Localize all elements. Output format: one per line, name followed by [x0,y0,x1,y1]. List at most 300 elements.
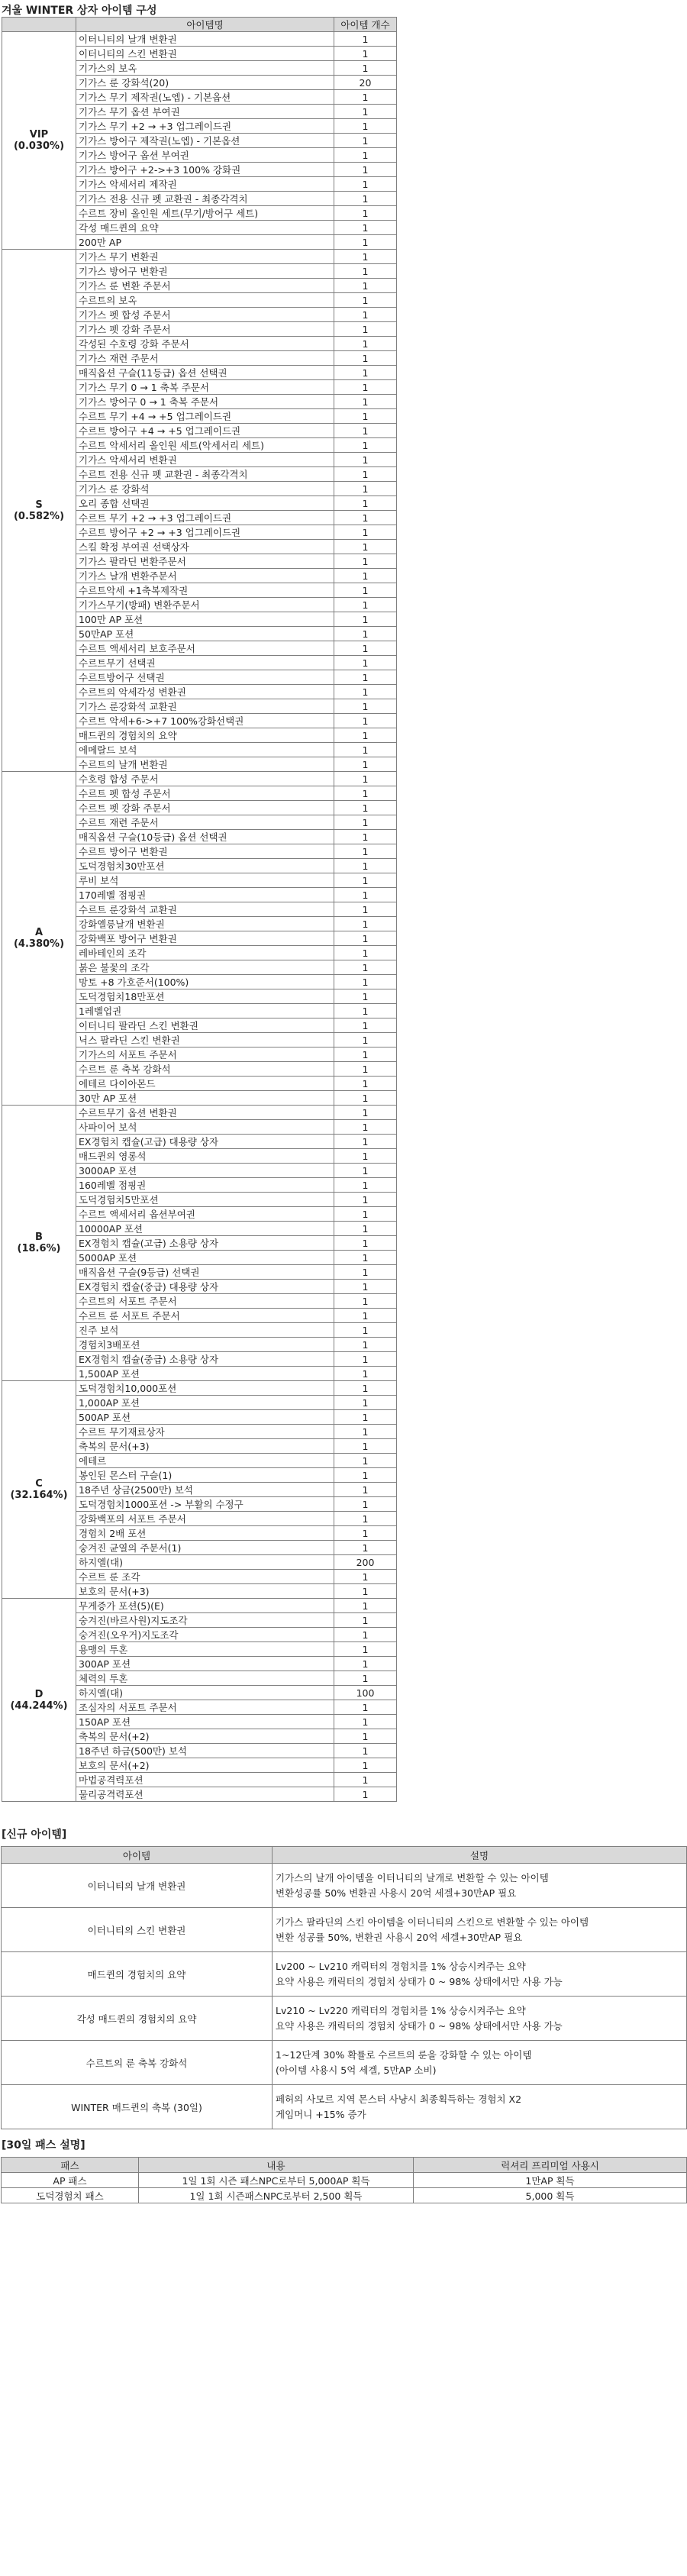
item-count-cell: 1 [334,946,397,960]
item-count-cell: 1 [334,105,397,119]
item-name-cell: 30만 AP 포션 [76,1091,334,1106]
item-name-cell: 기가스의 서포트 주문서 [76,1048,334,1062]
item-count-cell: 1 [334,482,397,496]
item-name-cell: 수르트 룬 서포트 주문서 [76,1309,334,1323]
item-name-cell: 기가스 악세서리 변환권 [76,453,334,467]
item-name-cell: 수르트 무기 +2 → +3 업그레이드권 [76,511,334,525]
item-name-cell: 도덕경험치5만포션 [76,1193,334,1207]
item-name-cell: 수르트 방어구 +4 → +5 업그레이드권 [76,424,334,438]
tier-name: A [34,927,44,938]
item-name-cell: 기가스 방어구 제작권(노엡) - 기본옵션 [76,134,334,148]
item-name-cell: 수르트 룬강화석 교환권 [76,902,334,917]
item-name-cell: 수르트 재련 주문서 [76,815,334,830]
item-count-cell: 1 [334,1135,397,1149]
item-name-cell: 기가스 방어구 변환권 [76,264,334,279]
item-name-cell: 보호의 문서(+2) [76,1758,334,1773]
item-name-cell: 기가스 악세서리 제작권 [76,177,334,192]
item-name-cell: 각성 매드퀸의 요약 [76,221,334,235]
item-count-cell: 1 [334,859,397,873]
item-name-cell: 수르트 악세서리 올인원 세트(악세서리 세트) [76,438,334,453]
item-count-cell: 1 [334,61,397,76]
item-count-cell: 1 [334,917,397,931]
item-count-cell: 1 [334,801,397,815]
item-count-cell: 1 [334,1497,397,1512]
item-count-cell: 1 [334,757,397,772]
new-item-name-cell: 이터니티의 날개 변환권 [2,1864,273,1908]
item-count-cell: 1 [334,1758,397,1773]
item-name-cell: 각성된 수호령 강화 주문서 [76,337,334,351]
item-name-cell: 루비 보석 [76,873,334,888]
item-count-cell: 1 [334,1106,397,1120]
item-name-cell: 1레벨업권 [76,1004,334,1018]
item-count-cell: 1 [334,1541,397,1555]
item-count-cell: 1 [334,1149,397,1164]
item-count-cell: 1 [334,192,397,206]
new-items-body [2,1864,687,2129]
table-row [2,2188,687,2203]
item-name-cell: 기가스 전용 신규 펫 교환권 - 최종각격치 [76,192,334,206]
item-name-cell: 수르트의 악세각성 변환권 [76,685,334,699]
item-name-cell: 오리 종합 선택권 [76,496,334,511]
new-items-table [1,1846,687,2129]
item-count-cell: 1 [334,1526,397,1541]
item-name-cell: 매직옵션 구슬(9등급) 선택권 [76,1265,334,1280]
tier-header [2,18,76,32]
item-count-cell: 1 [334,714,397,728]
item-count-cell: 1 [334,1439,397,1454]
tier-name: C [35,1478,43,1490]
item-count-cell: 1 [334,902,397,917]
item-count-cell: 1 [334,90,397,105]
item-count-cell: 1 [334,337,397,351]
item-count-cell: 1 [334,221,397,235]
pass-content-header: 내용 [139,2158,414,2173]
item-count-cell: 1 [334,1410,397,1425]
item-name-cell: 조심자의 서포트 주문서 [76,1700,334,1715]
item-count-cell: 1 [334,453,397,467]
item-name-cell: 10000AP 포션 [76,1222,334,1236]
item-name-cell: 기가스 룬 변환 주문서 [76,279,334,293]
item-count-cell: 1 [334,1164,397,1178]
item-name-cell: 수르트악세 +1축복제작권 [76,583,334,598]
pass-premium-cell: 5,000 획득 [414,2188,687,2203]
table-row [2,2173,687,2188]
item-count-cell: 1 [334,888,397,902]
pass-premium-header: 럭셔리 프리미엄 사용시 [414,2158,687,2173]
item-name-cell: 18주년 상금(2500만) 보석 [76,1483,334,1497]
item-name-cell: 이터니티의 날개 변환권 [76,32,334,47]
tier-cell [2,772,76,1106]
item-name-cell: 에테르 [76,1454,334,1468]
item-count-cell: 1 [334,525,397,540]
tier-rate: (32.164%) [10,1490,68,1501]
item-count-cell: 1 [334,612,397,627]
item-name-cell: 100만 AP 포션 [76,612,334,627]
pass-name-cell: AP 패스 [2,2173,139,2188]
item-name-cell: 망토 +8 가호준서(100%) [76,975,334,989]
item-name-cell: 3000AP 포션 [76,1164,334,1178]
item-count-cell: 1 [334,960,397,975]
item-count-cell: 1 [334,1004,397,1018]
item-name-cell: EX경험치 캡슐(고급) 소용량 상자 [76,1236,334,1251]
item-count-cell: 1 [334,134,397,148]
item-name-cell: 봉인된 몬스터 구슬(1) [76,1468,334,1483]
item-name-cell: 하지엘(대) [76,1686,334,1700]
item-name-cell: 강화백포 방어구 변환권 [76,931,334,946]
item-count-cell: 1 [334,1352,397,1367]
item-count-cell: 1 [334,989,397,1004]
item-name-cell: 매직옵션 구슬(10등급) 옵션 선택권 [76,830,334,844]
item-name-cell: 300AP 포션 [76,1657,334,1671]
item-count-cell: 1 [334,728,397,743]
item-name-cell: 기가스 룬 강화석 [76,482,334,496]
item-count-cell: 1 [334,1454,397,1468]
table-header-row [2,18,397,32]
item-name-cell: 수르트방어구 선택권 [76,670,334,685]
item-name-cell: 기가스 방어구 0 → 1 축복 주문서 [76,395,334,409]
item-name-cell: 기가스무기(방패) 변환주문서 [76,598,334,612]
new-item-name-cell: 각성 매드퀸의 경험치의 요약 [2,1997,273,2041]
item-count-cell: 1 [334,1222,397,1236]
item-count-cell: 1 [334,540,397,554]
new-item-name-cell: 수르트의 룬 축복 강화석 [2,2041,273,2085]
item-count-cell: 1 [334,511,397,525]
item-count-cell: 1 [334,1120,397,1135]
item-count-cell: 1 [334,1715,397,1729]
item-name-cell: 수르트 액세서리 보호주문서 [76,641,334,656]
item-count-cell: 1 [334,163,397,177]
item-name-cell: 기가스 무기 0 → 1 축복 주문서 [76,380,334,395]
item-count-cell: 1 [334,264,397,279]
new-item-desc-header: 설명 [273,1847,687,1864]
item-count-cell: 100 [334,1686,397,1700]
item-count-cell: 1 [334,786,397,801]
item-count-cell: 1 [334,47,397,61]
item-count-cell: 1 [334,409,397,424]
item-name-cell: 수르트 무기재료상자 [76,1425,334,1439]
table-row [2,2085,687,2129]
item-name-cell: 5000AP 포션 [76,1251,334,1265]
item-count-cell: 1 [334,830,397,844]
new-item-desc-cell: Lv200 ~ Lv210 캐릭터의 경험치를 1% 상승시켜주는 요약 요약 사용은 캐릭터의 경험치 상태가 0 ~ 98% 상태에서만 사용 가능 [273,1952,687,1997]
item-name-cell: 수르트 룬 축복 강화석 [76,1062,334,1077]
item-count-cell: 1 [334,1193,397,1207]
table-row [2,1997,687,2041]
item-name-cell: 기가스 날개 변환주문서 [76,569,334,583]
new-item-header: 아이템 [2,1847,273,1864]
item-name-cell: 도덕경험치18만포션 [76,989,334,1004]
table-row [2,2041,687,2085]
item-name-cell: 매드퀸의 영롱석 [76,1149,334,1164]
pass-content-cell: 1일 1회 시즌 패스NPC로부터 5,000AP 획득 [139,2173,414,2188]
item-count-cell: 1 [334,815,397,830]
item-name-cell: 수르트 룬 조각 [76,1570,334,1584]
item-count-cell: 1 [334,380,397,395]
item-name-cell: 수르트의 날개 변환권 [76,757,334,772]
item-name-cell: 숭겨진(오우거)지도조각 [76,1628,334,1642]
item-count-cell: 1 [334,627,397,641]
item-name-cell: 체력의 투혼 [76,1671,334,1686]
box-items-table [2,17,397,1802]
item-name-cell: 축복의 문서(+2) [76,1729,334,1744]
item-count-cell: 1 [334,1744,397,1758]
item-name-cell: 경험치 2배 포션 [76,1526,334,1541]
item-name-cell: 용맹의 투혼 [76,1642,334,1657]
item-name-cell: 기가스 무기 변환권 [76,250,334,264]
tier-rate: (0.582%) [13,510,65,522]
item-count-cell: 1 [334,1396,397,1410]
tier-cell [2,32,76,250]
item-count-cell: 1 [334,1570,397,1584]
item-count-cell: 1 [334,1787,397,1802]
table-row [2,1381,397,1396]
item-count-cell: 1 [334,1091,397,1106]
item-name-cell: 18주년 하금(500만) 보석 [76,1744,334,1758]
item-name-cell: 진주 보석 [76,1323,334,1338]
item-name-cell: 스킬 확정 부여권 선택상자 [76,540,334,554]
item-count-cell: 1 [334,1062,397,1077]
item-name-cell: EX경험치 캡슐(중급) 소용량 상자 [76,1352,334,1367]
item-name-cell: EX경험치 캡슐(중급) 대용량 상자 [76,1280,334,1294]
item-count-cell: 1 [334,1613,397,1628]
tier-cell [2,1106,76,1381]
item-name-cell: 마법공격력포션 [76,1773,334,1787]
item-count-cell: 1 [334,1323,397,1338]
item-count-cell: 1 [334,293,397,308]
item-count-cell: 1 [334,1367,397,1381]
item-name-cell: 숭겨진(바르사원)지도조각 [76,1613,334,1628]
new-item-desc-cell: 페허의 사모르 지역 몬스터 사냥시 최종획득하는 경험치 X2 게임머니 +15% 증가 [273,2085,687,2129]
item-name-cell: 이터니티의 스킨 변환권 [76,47,334,61]
tier-rate: (4.380%) [13,938,65,950]
tier-cell [2,250,76,772]
item-name-cell: 수호령 합성 주문서 [76,772,334,786]
item-count-cell: 1 [334,873,397,888]
item-count-cell: 1 [334,1265,397,1280]
item-count-cell: 1 [334,598,397,612]
item-name-cell: 하지엘(대) [76,1555,334,1570]
item-count-cell: 1 [334,699,397,714]
item-name-cell: 기가스 룬 강화석(20) [76,76,334,90]
page-title: 겨울 WINTER 상자 아이템 구성 [2,5,157,17]
item-count-cell: 1 [334,772,397,786]
item-name-cell: 물리공격력포션 [76,1787,334,1802]
item-count-cell: 1 [334,496,397,511]
table-row [2,1106,397,1120]
item-name-cell: 150AP 포션 [76,1715,334,1729]
item-count-cell: 1 [334,670,397,685]
item-name-cell: 매드퀸의 경험치의 요약 [76,728,334,743]
item-name-cell: 기가스 펫 합성 주문서 [76,308,334,322]
item-name-cell: 50만AP 포션 [76,627,334,641]
item-name-cell: 수르트무기 옵션 변환권 [76,1106,334,1120]
item-count-cell: 1 [334,1280,397,1294]
item-name-cell: 에메랄드 보석 [76,743,334,757]
item-count-cell: 1 [334,1033,397,1048]
item-count-cell: 1 [334,1729,397,1744]
item-name-cell: 매직옵션 구슬(11등급) 옵션 선택권 [76,366,334,380]
item-count-cell: 1 [334,1251,397,1265]
table-row [2,1908,687,1952]
item-name-cell: 기가스 무기 옵션 부여권 [76,105,334,119]
new-item-desc-cell: 기가스 팔라딘의 스킨 아이템을 이터니티의 스킨으로 변환할 수 있는 아이템 변환 성공률 50%, 변환권 사용시 20억 세겔+30만AP 필요 [273,1908,687,1952]
item-count-cell: 1 [334,467,397,482]
pass-title: [30일 패스 설명] [2,2139,85,2152]
item-count-cell: 1 [334,1657,397,1671]
item-count-cell: 1 [334,424,397,438]
item-name-cell: 기가스 펫 강화 주문서 [76,322,334,337]
table-header-row [2,2158,687,2173]
item-count-cell: 1 [334,177,397,192]
tier-cell [2,1599,76,1802]
item-count-cell: 1 [334,148,397,163]
item-count-cell: 1 [334,554,397,569]
item-name-header: 아이템명 [76,18,334,32]
item-name-cell: 기가스의 보옥 [76,61,334,76]
item-name-cell: 붉은 불꽃의 조각 [76,960,334,975]
item-count-cell: 1 [334,1309,397,1323]
table-row [2,250,397,264]
item-count-cell: 1 [334,685,397,699]
item-count-cell: 1 [334,366,397,380]
item-count-header: 아이템 개수 [334,18,397,32]
item-count-cell: 1 [334,119,397,134]
tier-name: D [34,1688,44,1700]
item-count-cell: 1 [334,438,397,453]
table-header-row [2,1847,687,1864]
table-row [2,32,397,47]
item-name-cell: 수르트무기 선택권 [76,656,334,670]
tier-name: S [35,499,43,511]
new-item-desc-cell: Lv210 ~ Lv220 캐릭터의 경험치를 1% 상승시켜주는 요약 요약 사용은 캐릭터의 경험치 상태가 0 ~ 98% 상태에서만 사용 가능 [273,1997,687,2041]
item-name-cell: 수르트 펫 강화 주문서 [76,801,334,815]
pass-name-header: 패스 [2,2158,139,2173]
pass-name-cell: 도덕경험치 패스 [2,2188,139,2203]
item-name-cell: 200만 AP [76,235,334,250]
item-name-cell: 500AP 포션 [76,1410,334,1425]
item-count-cell: 1 [334,279,397,293]
item-name-cell: 기가스 방어구 옵션 부여권 [76,148,334,163]
item-name-cell: 사파이어 보석 [76,1120,334,1135]
item-name-cell: EX경험치 캡슐(고급) 대용량 상자 [76,1135,334,1149]
item-count-cell: 1 [334,1584,397,1599]
item-count-cell: 1 [334,322,397,337]
tier-rate: (44.244%) [10,1700,68,1712]
item-name-cell: 경험치3배포션 [76,1338,334,1352]
item-count-cell: 1 [334,1642,397,1657]
item-name-cell: 도덕경험치10,000포션 [76,1381,334,1396]
item-count-cell: 1 [334,1048,397,1062]
item-count-cell: 1 [334,206,397,221]
item-name-cell: 기가스 무기 제작권(노엡) - 기본옵션 [76,90,334,105]
item-name-cell: 기가스 룬강화석 교환권 [76,699,334,714]
table-row [2,1864,687,1908]
item-count-cell: 1 [334,1178,397,1193]
item-name-cell: 수르트 장비 올인원 세트(무기/방어구 세트) [76,206,334,221]
item-count-cell: 1 [334,1381,397,1396]
item-name-cell: 기가스 방어구 +2->+3 100% 강화권 [76,163,334,177]
item-count-cell: 1 [334,351,397,366]
item-name-cell: 수르트 방어구 +2 → +3 업그레이드권 [76,525,334,540]
item-count-cell: 1 [334,395,397,409]
item-count-cell: 1 [334,1207,397,1222]
new-items-title: [신규 아이템] [2,1829,67,1841]
item-name-cell: 수르트 무기 +4 → +5 업그레이드권 [76,409,334,424]
new-item-name-cell: WINTER 매드퀸의 축복 (30일) [2,2085,273,2129]
item-name-cell: 숭겨진 균열의 주문서(1) [76,1541,334,1555]
item-count-cell: 1 [334,235,397,250]
item-name-cell: 무게증가 포션(5)(E) [76,1599,334,1613]
item-count-cell: 1 [334,1425,397,1439]
box-items-body [2,32,397,1802]
item-count-cell: 1 [334,931,397,946]
pass-body [2,2173,687,2203]
item-count-cell: 1 [334,1628,397,1642]
new-item-desc-cell: 기가스의 날개 아이템을 이터니티의 날개로 변환할 수 있는 아이템 변환성공률 50% 변환권 사용시 20억 세겔+30만AP 필요 [273,1864,687,1908]
item-name-cell: 에테르 다이아몬드 [76,1077,334,1091]
item-name-cell: 강화엘릉날개 변환권 [76,917,334,931]
item-count-cell: 1 [334,1236,397,1251]
item-name-cell: 수르트 펫 합성 주문서 [76,786,334,801]
item-count-cell: 1 [334,32,397,47]
item-count-cell: 20 [334,76,397,90]
tier-name: VIP [29,129,49,140]
item-name-cell: 닉스 팔라딘 스킨 변환권 [76,1033,334,1048]
item-name-cell: 도덕경험치1000포션 -> 부활의 수정구 [76,1497,334,1512]
pass-premium-cell: 1만AP 획득 [414,2173,687,2188]
item-count-cell: 1 [334,1700,397,1715]
tier-name: B [35,1232,43,1243]
tier-cell [2,1381,76,1599]
item-count-cell: 1 [334,844,397,859]
item-count-cell: 1 [334,1773,397,1787]
table-row [2,1952,687,1997]
item-name-cell: 이터니티 팔라딘 스킨 변환권 [76,1018,334,1033]
item-name-cell: 기가스 무기 +2 → +3 업그레이드권 [76,119,334,134]
item-count-cell: 1 [334,1294,397,1309]
item-count-cell: 1 [334,1077,397,1091]
item-name-cell: 수르트 액세서리 옵션부여권 [76,1207,334,1222]
item-count-cell: 1 [334,1483,397,1497]
new-item-name-cell: 이터니티의 스킨 변환권 [2,1908,273,1952]
item-name-cell: 기가스 팔라딘 변환주문서 [76,554,334,569]
item-count-cell: 1 [334,656,397,670]
item-count-cell: 1 [334,1599,397,1613]
item-count-cell: 1 [334,250,397,264]
item-name-cell: 수르트 방어구 변환권 [76,844,334,859]
item-count-cell: 1 [334,1512,397,1526]
item-name-cell: 1,000AP 포션 [76,1396,334,1410]
item-name-cell: 축복의 문서(+3) [76,1439,334,1454]
item-name-cell: 강화백포의 서포트 주문서 [76,1512,334,1526]
tier-rate: (18.6%) [17,1243,61,1254]
item-count-cell: 1 [334,641,397,656]
item-count-cell: 1 [334,569,397,583]
table-row [2,772,397,786]
item-count-cell: 1 [334,583,397,598]
pass-table [1,2157,687,2203]
new-item-name-cell: 매드퀸의 경험치의 요약 [2,1952,273,1997]
item-name-cell: 160레벨 점핑권 [76,1178,334,1193]
item-count-cell: 1 [334,308,397,322]
item-name-cell: 수르트의 서포트 주문서 [76,1294,334,1309]
item-name-cell: 1,500AP 포션 [76,1367,334,1381]
tier-rate: (0.030%) [13,140,65,152]
item-count-cell: 1 [334,1018,397,1033]
item-name-cell: 기가스 재련 주문서 [76,351,334,366]
item-name-cell: 수르트 악세+6->+7 100%강화선택권 [76,714,334,728]
item-count-cell: 1 [334,1468,397,1483]
